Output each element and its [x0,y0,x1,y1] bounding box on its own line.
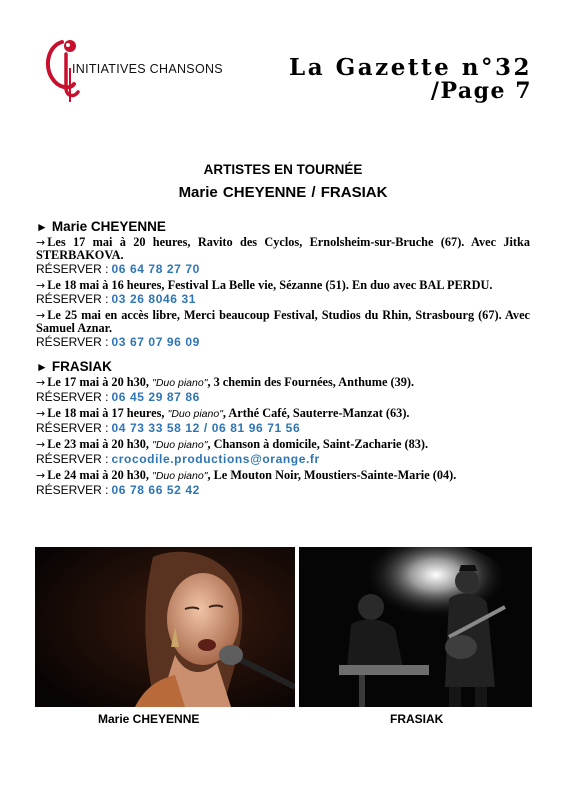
reserve-email[interactable]: crocodile.productions@orange.fr [111,452,320,466]
section-heading-frasiak: ► FRASIAK [36,359,112,374]
duo-piano-label: "Duo piano" [152,470,208,482]
reserve-line: RÉSERVER : 06 45 29 87 86 [36,390,200,404]
event-item: → Les 17 mai à 20 heures, Ravito des Cyclos, Ernolsheim-sur-Bruche (67). Avec Jitka STERBAKOVA. [36,235,530,262]
reserve-phone[interactable]: 03 67 07 96 09 [111,335,200,349]
event-item: → Le 18 mai à 16 heures, Festival La Belle vie, Sézanne (51). En duo avec BAL PERDU. [36,278,493,292]
event-item: → Le 23 mai à 20 h30, "Duo piano", Chanson à domicile, Saint-Zacharie (83). [36,437,429,451]
reserve-phone[interactable]: 06 64 78 27 70 [111,262,200,276]
page-title: ARTISTES EN TOURNÉE [203,162,363,177]
reserve-line: RÉSERVER : 03 67 07 96 09 [36,335,200,349]
reserve-line: RÉSERVER : 03 26 8046 31 [36,292,197,306]
section-heading-marie-cheyenne: ► Marie CHEYENNE [36,219,166,234]
event-item: → Le 25 mai en accès libre, Merci beaucoup Festival, Studios du Rhin, Strasbourg (67). Avec Samuel Aznar. [36,308,530,335]
photo-frasiak [299,547,532,707]
arrow-icon: → [36,279,46,292]
photo-caption-marie-cheyenne: Marie CHEYENNE [98,712,200,726]
reserve-line: RÉSERVER : crocodile.productions@orange.fr [36,452,320,466]
arrow-icon: → [36,407,46,420]
arrow-icon: → [36,376,46,389]
photo-marie-cheyenne [35,547,295,707]
arrow-icon: → [36,438,46,451]
event-item: → Le 24 mai à 20 h30, "Duo piano", Le Mouton Noir, Moustiers-Sainte-Marie (04). [36,468,457,482]
photo-caption-frasiak: FRASIAK [390,712,444,726]
reserve-line: RÉSERVER : 04 73 33 58 12 / 06 81 96 71 56 [36,421,301,435]
event-item: → Le 18 mai à 17 heures, "Duo piano", Arthé Café, Sauterre-Manzat (63). [36,406,410,420]
duo-piano-label: "Duo piano" [167,408,223,420]
reserve-line: RÉSERVER : 06 64 78 27 70 [36,262,200,276]
reserve-phone[interactable]: 06 45 29 87 86 [111,390,200,404]
arrow-icon: → [36,469,46,482]
page-subtitle: Marie CHEYENNE / FRASIAK [178,184,388,201]
reserve-phone[interactable]: 03 26 8046 31 [111,292,197,306]
event-item: → Le 17 mai à 20 h30, "Duo piano", 3 chemin des Fournées, Anthume (39). [36,375,415,389]
arrow-icon: → [36,309,46,322]
duo-piano-label: "Duo piano" [152,377,208,389]
gazette-page: /Page 7 [430,78,532,104]
duo-piano-label: "Duo piano" [152,439,208,451]
gazette-title: La Gazette n°32 [289,54,532,81]
triangle-bullet-icon: ► [36,360,48,374]
reserve-phone[interactable]: 04 73 33 58 12 / 06 81 96 71 56 [111,421,301,435]
tour-dates [36,218,530,500]
logo-text: INITIATIVES CHANSONS [72,62,223,76]
reserve-phone[interactable]: 06 78 66 52 42 [111,483,200,497]
arrow-icon: → [36,236,46,249]
reserve-line: RÉSERVER : 06 78 66 52 42 [36,483,200,497]
triangle-bullet-icon: ► [36,220,48,234]
